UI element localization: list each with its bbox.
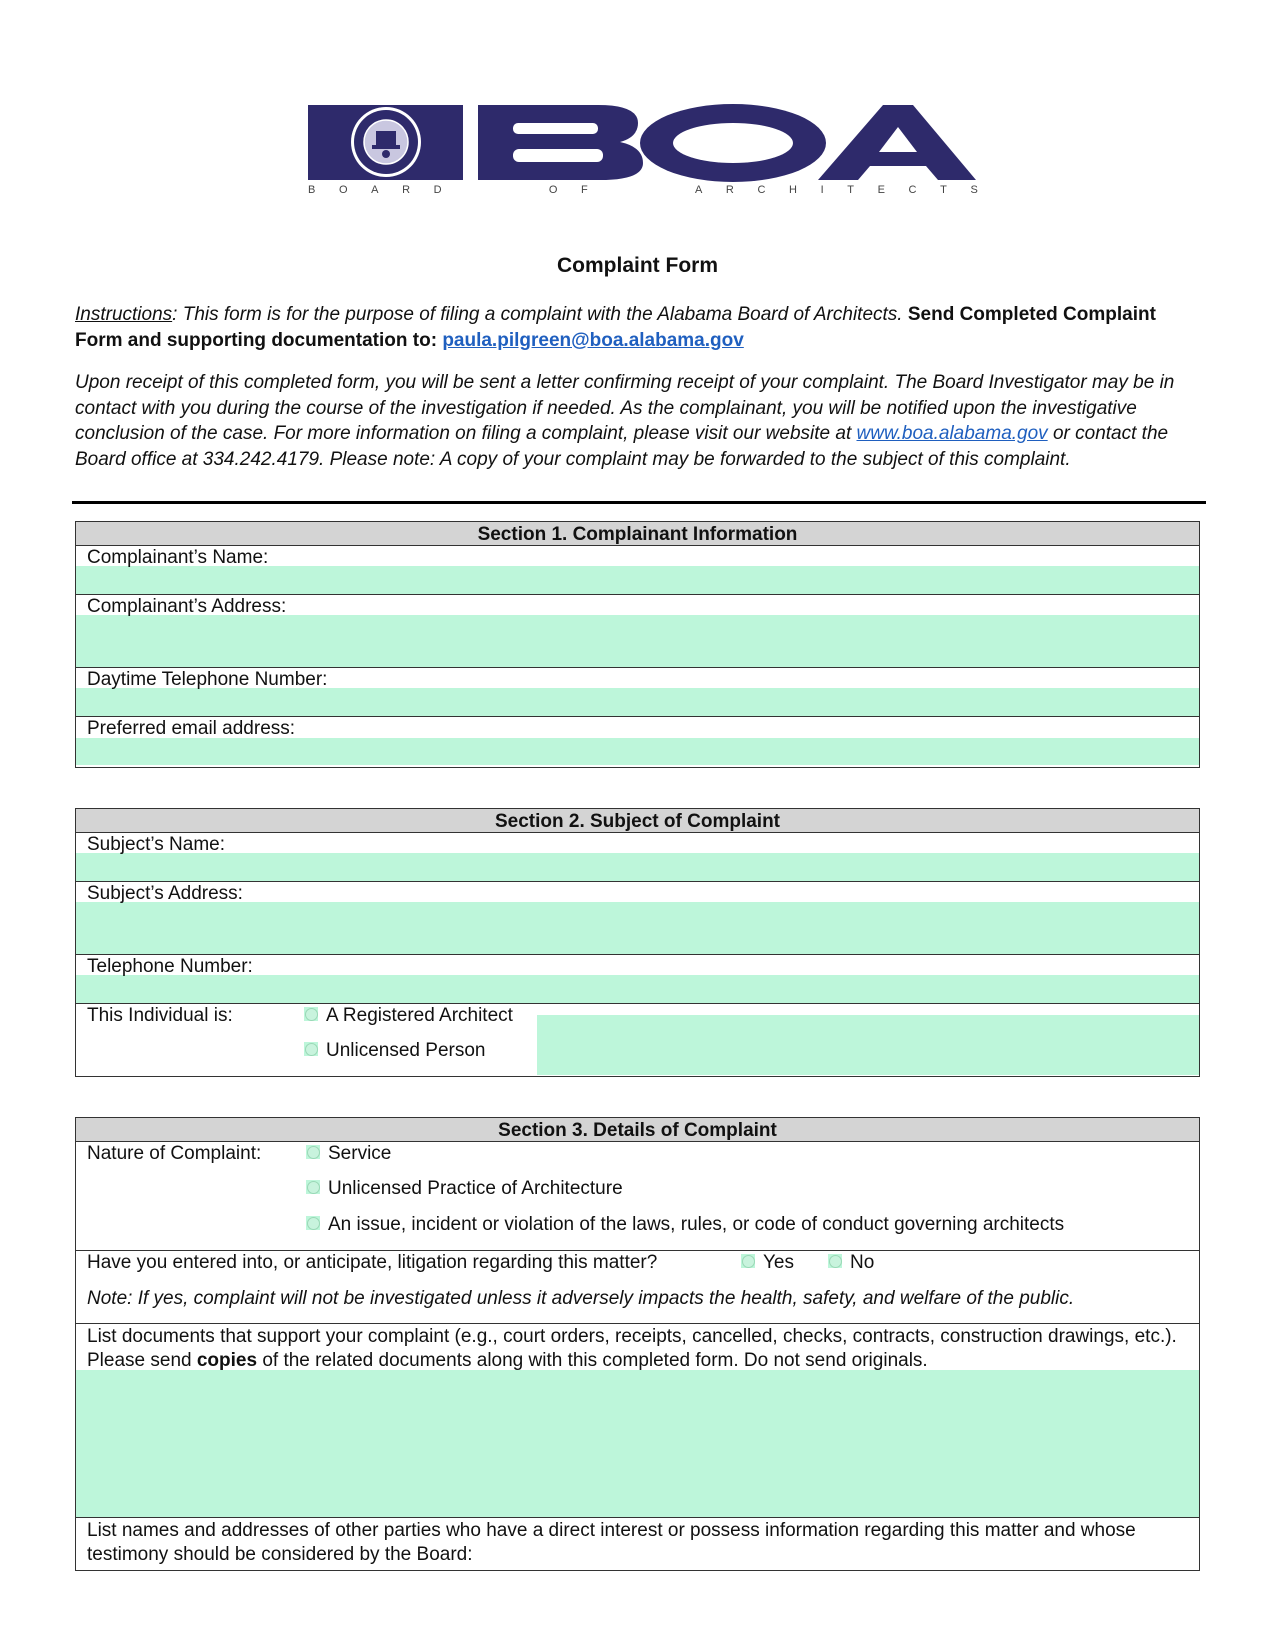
option-label: A Registered Architect	[326, 1005, 513, 1026]
individual-type-field[interactable]	[537, 1015, 1199, 1075]
instructions-paragraph	[75, 302, 1205, 353]
divider	[72, 501, 1206, 504]
boa-logo	[308, 103, 978, 207]
option-yes[interactable]	[741, 1252, 794, 1274]
subject-name-label: Subject’s Name:	[87, 834, 225, 855]
parties-instructions: List names and addresses of other parties who have a direct interest or possess information regarding this matter and whose testimony should be considered by the Board:	[87, 1520, 1136, 1565]
option-label: Yes	[763, 1252, 794, 1273]
send-to-text: Send Completed Complaint Form and supporting documentation to:	[75, 304, 1156, 351]
radio-service[interactable]	[306, 1145, 320, 1159]
section-complainant-information	[75, 521, 1200, 768]
complainant-phone-field[interactable]	[76, 688, 1199, 716]
instructions-label: Instructions	[75, 304, 173, 325]
instructions-text: : This form is for the purpose of filing a complaint with the Alabama Board of Architects.	[172, 304, 908, 325]
option-service[interactable]	[306, 1143, 391, 1165]
option-label: Unlicensed Person	[326, 1040, 486, 1061]
section-heading: Section 3. Details of Complaint	[76, 1118, 1199, 1142]
subject-name-row	[76, 833, 1199, 882]
option-registered-architect[interactable]	[304, 1005, 513, 1027]
option-no[interactable]	[828, 1252, 874, 1274]
documents-row	[76, 1324, 1199, 1518]
section-details-of-complaint	[75, 1117, 1200, 1571]
notice-text-2: or contact the Board office at 334.242.4179. Please note: A copy of your complaint may be forwarded to the subject of this complaint.	[75, 423, 1169, 470]
subject-name-field[interactable]	[76, 853, 1199, 881]
complainant-email-label: Preferred email address:	[87, 718, 296, 739]
website-link[interactable]: www.boa.alabama.gov	[856, 423, 1048, 444]
radio-yes[interactable]	[741, 1254, 755, 1268]
complainant-address-field[interactable]	[76, 615, 1199, 667]
option-label: An issue, incident or violation of the laws, rules, or code of conduct governing architects	[328, 1214, 1065, 1235]
section-subject-of-complaint	[75, 808, 1200, 1077]
litigation-question: Have you entered into, or anticipate, litigation regarding this matter?	[87, 1252, 658, 1273]
complainant-name-field[interactable]	[76, 566, 1199, 594]
radio-registered-architect[interactable]	[304, 1007, 318, 1021]
complainant-name-row	[76, 546, 1199, 595]
documents-instructions: List documents that support your complaint (e.g., court orders, receipts, cancelled, checks, contracts, construction drawings, etc.). Please send copies of the related documents along with this completed form. Do not send originals.	[87, 1326, 1177, 1371]
litigation-row	[76, 1251, 1199, 1324]
option-unlicensed-practice[interactable]	[306, 1178, 623, 1200]
complainant-email-row	[76, 717, 1199, 765]
notice-text-1: Upon receipt of this completed form, you will be sent a letter confirming receipt of your complaint. The Board Investigator may be in contact with you during the course of the investigation if needed. As the complainant, you will be notified upon the investigative conclusion of the case. For more information on filing a complaint, please visit our website at	[75, 372, 1175, 444]
subject-address-row	[76, 882, 1199, 955]
nature-of-complaint-row	[76, 1142, 1199, 1251]
option-unlicensed-person[interactable]	[304, 1040, 485, 1062]
individual-type-row	[76, 1004, 1199, 1075]
nature-label: Nature of Complaint:	[87, 1143, 262, 1164]
complainant-email-field[interactable]	[76, 738, 1199, 765]
complainant-address-row	[76, 595, 1199, 668]
email-link[interactable]: paula.pilgreen@boa.alabama.gov	[442, 329, 744, 351]
section-heading: Section 2. Subject of Complaint	[76, 809, 1199, 833]
complainant-phone-label: Daytime Telephone Number:	[87, 669, 328, 690]
litigation-note: Note: If yes, complaint will not be investigated unless it adversely impacts the health, safety, and welfare of the public.	[87, 1288, 1075, 1309]
option-label: Unlicensed Practice of Architecture	[328, 1178, 623, 1199]
subject-phone-field[interactable]	[76, 975, 1199, 1003]
logo-tagline: B O A R D O F A R C H I T E C T S	[308, 184, 978, 196]
parties-row	[76, 1518, 1199, 1570]
option-violation[interactable]	[306, 1214, 1064, 1236]
complainant-name-label: Complainant’s Name:	[87, 547, 269, 568]
page-title: Complaint Form	[557, 254, 718, 277]
subject-phone-label: Telephone Number:	[87, 956, 253, 977]
radio-violation[interactable]	[306, 1216, 320, 1230]
radio-unlicensed-person[interactable]	[304, 1042, 318, 1056]
option-label: Service	[328, 1143, 392, 1164]
subject-address-field[interactable]	[76, 902, 1199, 954]
radio-no[interactable]	[828, 1254, 842, 1268]
option-label: No	[850, 1252, 875, 1273]
radio-unlicensed-practice[interactable]	[306, 1180, 320, 1194]
complainant-address-label: Complainant’s Address:	[87, 596, 287, 617]
individual-type-label: This Individual is:	[87, 1005, 233, 1026]
complainant-phone-row	[76, 668, 1199, 717]
notice-paragraph	[75, 370, 1205, 472]
section-heading: Section 1. Complainant Information	[76, 522, 1199, 546]
subject-address-label: Subject’s Address:	[87, 883, 243, 904]
subject-phone-row	[76, 955, 1199, 1004]
documents-field[interactable]	[76, 1370, 1199, 1517]
